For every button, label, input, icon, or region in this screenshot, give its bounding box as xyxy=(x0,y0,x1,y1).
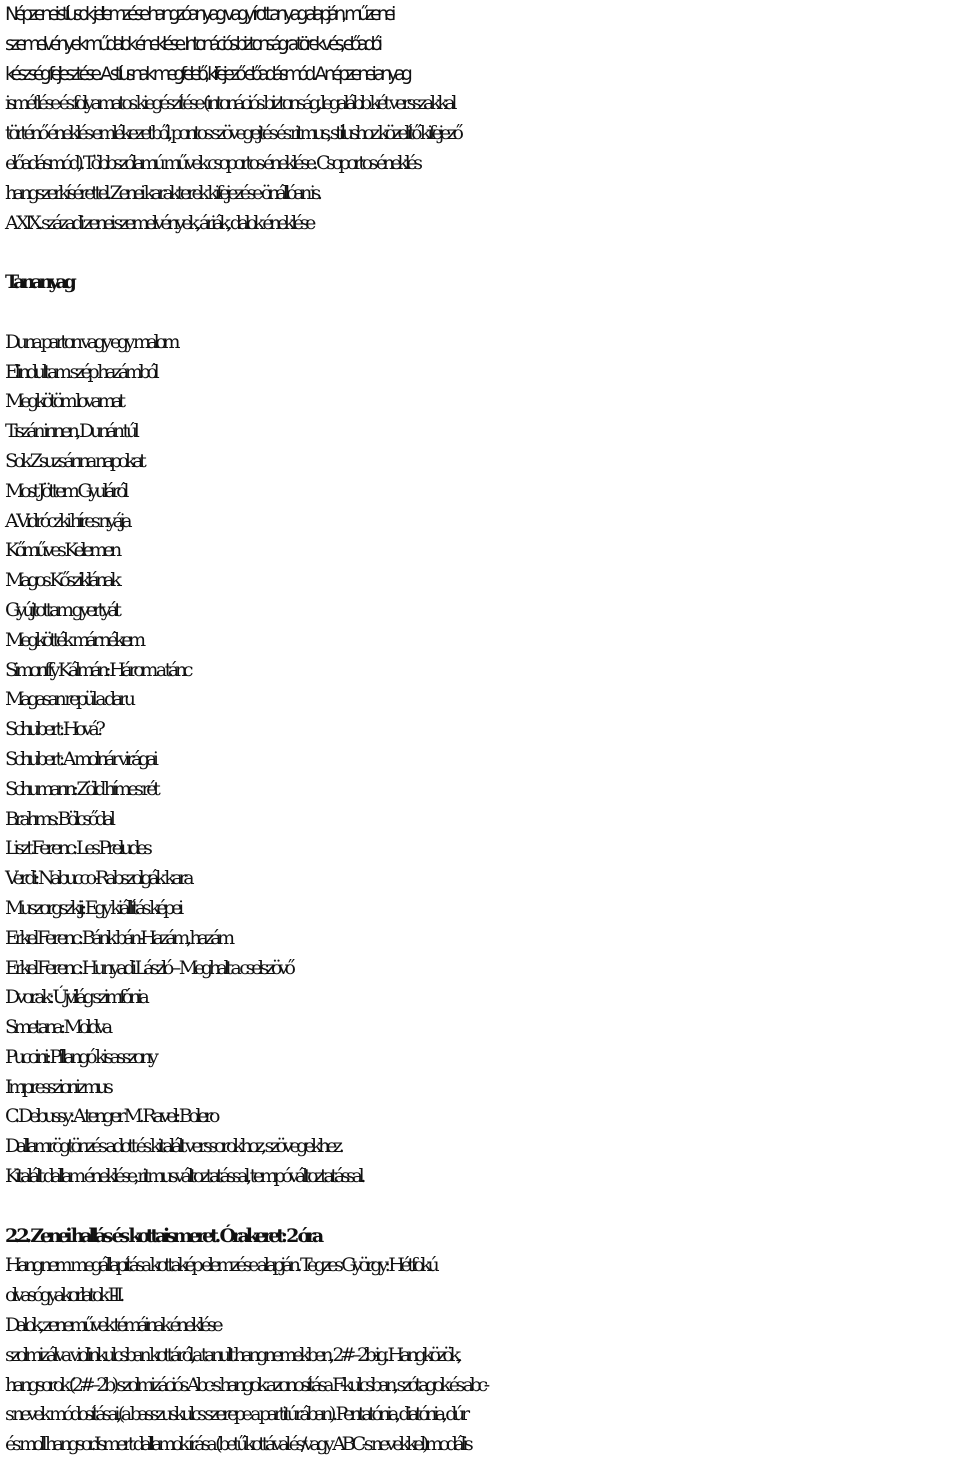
section-line: szolmizálva violinkulcsban kottáról,a tanult hangnemekben, 2#–2b-ig. Hangközök, xyxy=(5,1343,459,1366)
intro-line: hangszerkísérettel. Zenei karakterek kifejezése önállóan is. xyxy=(5,181,319,204)
section-line: hangsorok (2#–2b) szolmizációs Abc-s hangok azonosítása F-kulcsban, szótagok és abc- xyxy=(5,1373,486,1396)
section-heading-tananyag: Tananyag xyxy=(5,271,73,294)
list-item: Megkötték már nékem xyxy=(5,628,142,651)
list-item: Smetana: Moldva xyxy=(5,1016,109,1039)
list-item: Erkel Ferenc: Bánk bán-Hazám, hazám xyxy=(5,926,231,949)
list-item: Muszorgszkij: Egy kiállítás képei xyxy=(5,896,180,919)
document-page xyxy=(5,0,955,1460)
list-item: Kitalált dallam éneklése, ritmusváltoztatással, tempóváltoztatással. xyxy=(5,1165,363,1188)
intro-line: ismétlése és folyamatos kiegészítése (intonációs biztonság, legalább két versszakkal xyxy=(5,92,454,115)
list-item: Gyújtottam gyertyát xyxy=(5,598,118,621)
intro-line: A XIX. századi zenei szemelvények, áriák, dalok éneklése xyxy=(5,211,313,234)
section-line: Hangnem megállapítása kottakép elemzése alapján. Tegzes György: Hétfokú xyxy=(5,1254,436,1277)
list-item: Erkel Ferenc: Hunyadi László – Meghalt a cselszövő xyxy=(5,956,292,979)
intro-line: Népzenei stílusok jellemzése hangzóanyag vagy írott anyag alapján, műzenei xyxy=(5,4,392,25)
list-item: Tiszán innen, Dunán túl xyxy=(5,420,136,443)
list-item: Verdi: Nabucco-Rabszolgák kara xyxy=(5,867,191,890)
list-item: Schubert: Hová? xyxy=(5,718,102,741)
list-item: Megkötöm lovamat xyxy=(5,390,122,413)
intro-line: készség fejlesztése. A stílusnak megfelelő, kifejező előadásmód. A népzenei anyag xyxy=(5,63,409,85)
intro-line: szemelvények műdalok éneklése. Intonációs biztonságra törekvés, előadói xyxy=(5,33,379,55)
section-paragraph xyxy=(5,1251,955,1460)
section-line: s nevek módosításai,(a basszuskulcs szerepe a partitúrában). Pentatónia, diatónia, dúr xyxy=(5,1403,466,1426)
spacer xyxy=(5,298,955,328)
list-item: Sok Zsuzsánna napokat xyxy=(5,449,143,472)
section-line: olvasógyakorlatok I-II. xyxy=(5,1284,121,1307)
section-heading-zenei-hallas: 2.2. Zenei hallás és kottaismeret. Órakeret: 2 óra xyxy=(5,1224,320,1247)
list-item: Dvorak: Újvilág szimfónia xyxy=(5,986,146,1009)
section-line: Dalok, zeneművek témáinak éneklése xyxy=(5,1314,220,1337)
list-item: Magasan repül a daru xyxy=(5,688,132,711)
spacer xyxy=(5,1192,955,1222)
list-item: Brahms: Bölcsődal xyxy=(5,807,112,830)
list-item: Most Jöttem Gyuláról xyxy=(5,479,126,502)
intro-line: előadásmód). Többszólamú művek csoportos éneklése. Csoportos éneklés xyxy=(5,151,419,174)
intro-paragraph xyxy=(5,0,955,238)
list-item: Impresszionizmus xyxy=(5,1075,110,1098)
list-item: Duna parton vagy egy malom xyxy=(5,330,177,353)
list-item: Schumann: Zöld hímes rét xyxy=(5,777,157,800)
list-item: Elindultam szép hazámból xyxy=(5,360,156,383)
list-item: Magos Kősziklának xyxy=(5,569,118,592)
list-item: C. Debussy: A tenger M. Ravel: Bolero xyxy=(5,1105,217,1128)
list-item: Puccini: Pillangó kisasszony xyxy=(5,1045,155,1068)
list-item: Simonffy Kálmán: Három a tánc xyxy=(5,658,190,681)
list-item: A Vidróczki híres nyája xyxy=(5,509,129,532)
tananyag-list xyxy=(5,328,955,1192)
list-item: Schubert: A molnár virágai xyxy=(5,747,155,770)
list-item: Liszt Ferenc: Les Preludes xyxy=(5,837,149,860)
section-line: és moll hangsor. Ismert dallamok írása (betűkottával és/vagy ABC-s nevekkel)modális xyxy=(5,1433,470,1456)
list-item: Kőműves Kelemen xyxy=(5,539,118,562)
spacer xyxy=(5,238,955,268)
intro-line: történő éneklés emlékezetből, pontos szövegejtés és ritmus, stílushoz közelítő kifejező xyxy=(5,122,460,145)
list-item: Dallamrögtönzés adott és kitalált verssorokhoz, szövegekhez. xyxy=(5,1135,341,1158)
